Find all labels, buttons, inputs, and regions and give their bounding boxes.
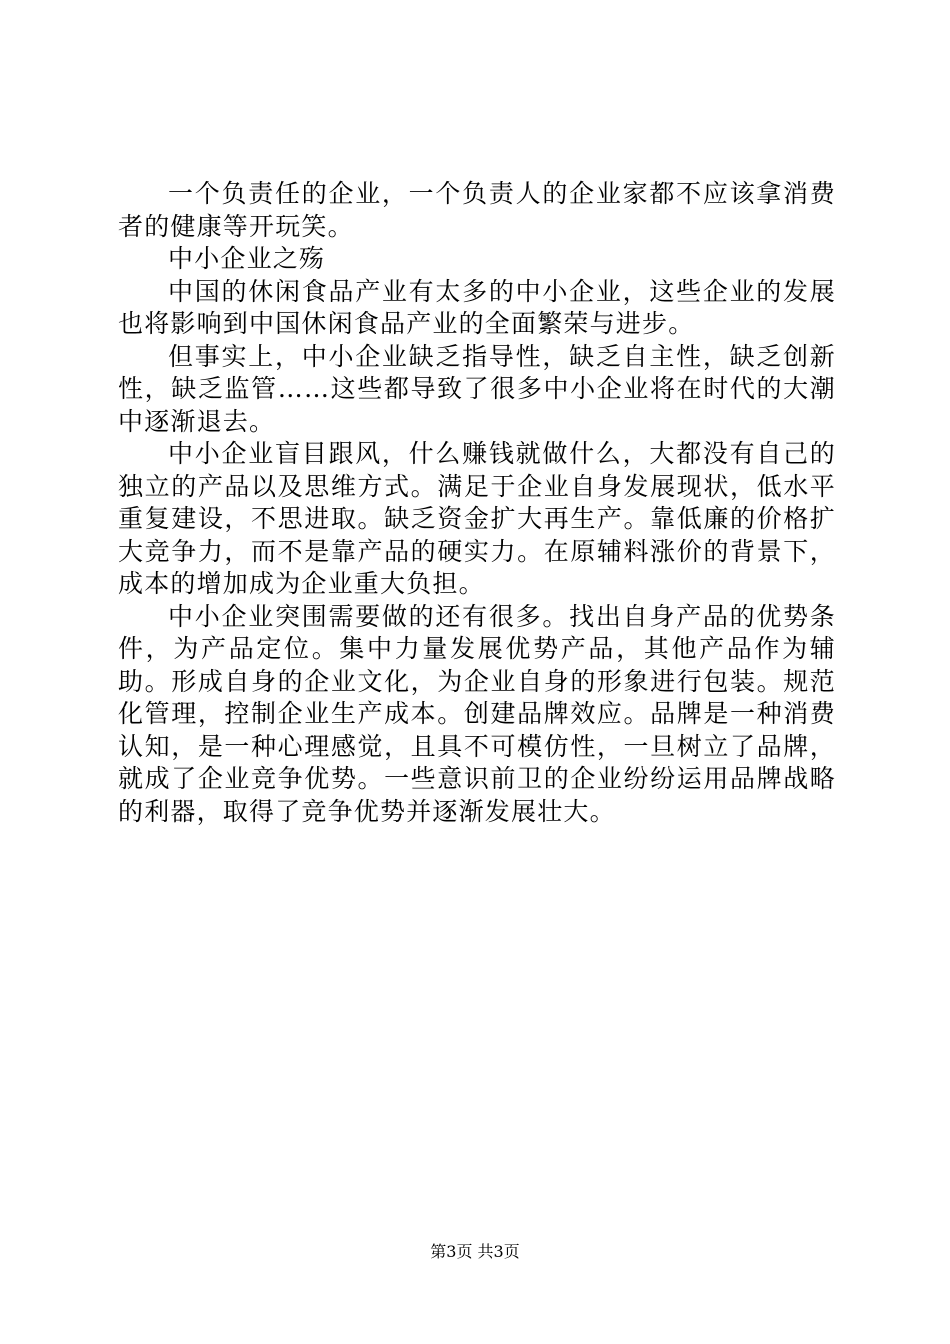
section-heading: 中小企业之殇 xyxy=(168,244,326,273)
paragraph-3: 但事实上，中小企业缺乏指导性，缺乏自主性，缺乏创新性，缺乏监管……这些都导致了很多中小企业将在时代的大潮中逐渐退去。 xyxy=(118,341,836,436)
paragraph-4: 中小企业盲目跟风，什么赚钱就做什么，大都没有自己的独立的产品以及思维方式。满足于企业自身发展现状，低水平重复建设，不思进取。缺乏资金扩大再生产。靠低廉的价格扩大竞争力，而不是靠产品的硬实力。在原辅料涨价的背景下，成本的增加成为企业重大负担。 xyxy=(118,439,836,598)
paragraph-5: 中小企业突围需要做的还有很多。找出自身产品的优势条件，为产品定位。集中力量发展优势产品，其他产品作为辅助。形成自身的企业文化，为企业自身的形象进行包装。规范化管理，控制企业生产成本。创建品牌效应。品牌是一种消费认知，是一种心理感觉，且具不可模仿性，一旦树立了品牌，就成了企业竞争优势。一些意识前卫的企业纷纷运用品牌战略的利器，取得了竞争优势并逐渐发展壮大。 xyxy=(118,601,836,826)
page-footer xyxy=(0,1242,950,1262)
paragraph-1: 一个负责任的企业，一个负责人的企业家都不应该拿消费者的健康等开玩笑。 xyxy=(118,179,836,241)
document-body xyxy=(118,178,836,828)
page-number-label: 第3页 共3页 xyxy=(430,1242,520,1261)
paragraph-2: 中国的休闲食品产业有太多的中小企业，这些企业的发展也将影响到中国休闲食品产业的全面繁荣与进步。 xyxy=(118,276,836,338)
